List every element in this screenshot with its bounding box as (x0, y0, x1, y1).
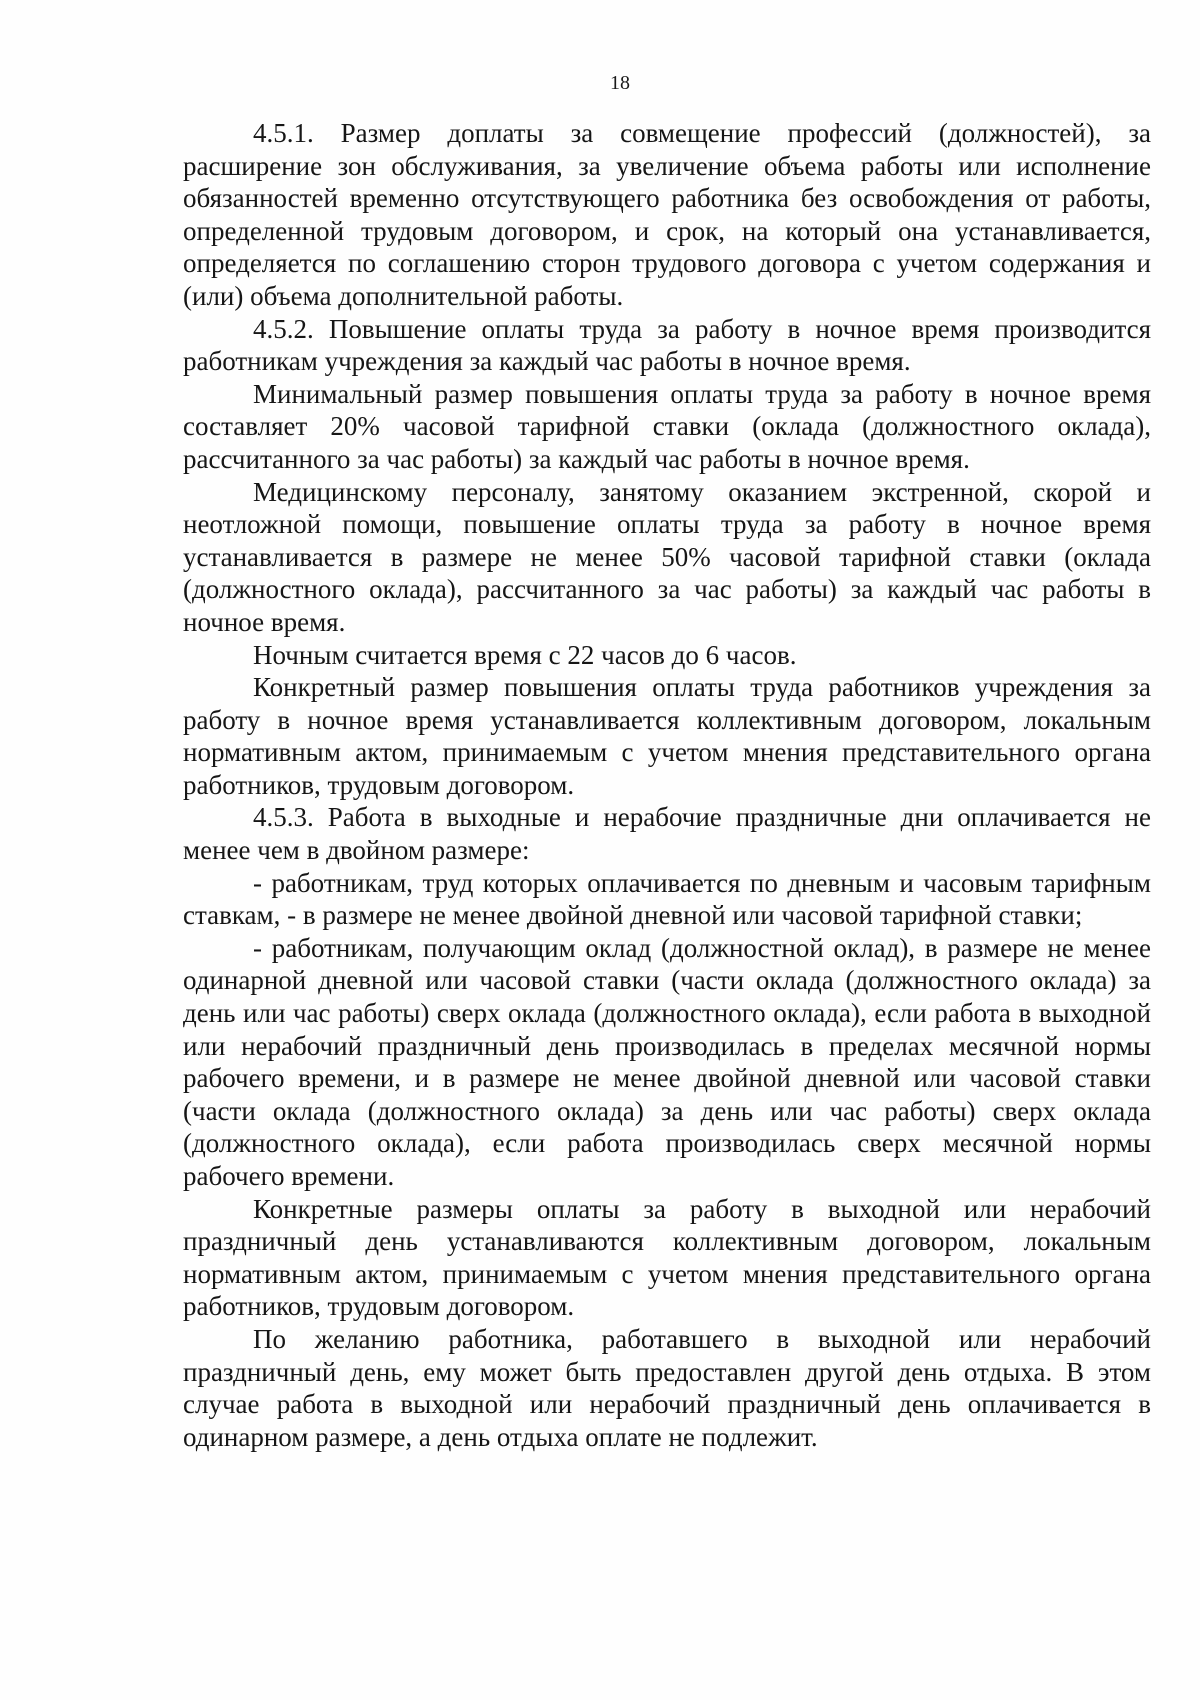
paragraph-minimum-night-pay: Минимальный размер повышения оплаты труда за работу в ночное время составляет 20% часовой тарифной ставки (оклада (должностного оклада), рассчитанного за час работы) за каждый час работы в ночное время. (183, 378, 1151, 474)
page-number: 18 (610, 72, 630, 94)
paragraph-salaried-workers: - работникам, получающим оклад (должностной оклад), в размере не менее одинарной дневной или часовой ставки (части оклада (должностного оклада) за день или час работы) сверх оклада (должностного оклада), если работа в выходной или нерабочий праздничный день производилась в пределах месячной нормы рабочего времени, и в размере не менее двойной дневной или часовой ставки (части оклада (должностного оклада) за день или час работы) сверх оклада (должностного оклада), если работа производилась сверх месячной нормы рабочего времени. (183, 932, 1151, 1191)
paragraph-4-5-3: 4.5.3. Работа в выходные и нерабочие праздничные дни оплачивается не менее чем в двойном размере: (183, 802, 1151, 866)
paragraph-4-5-2: 4.5.2. Повышение оплаты труда за работу в ночное время производится работникам учреждения за каждый час работы в ночное время. (183, 313, 1151, 377)
paragraph-specific-holiday-pay: Конкретные размеры оплаты за работу в выходной или нерабочий праздничный день устанавливаются коллективным договором, локальным нормативным актом, принимаемым с учетом мнения представительного органа работников, трудовым договором. (183, 1193, 1151, 1322)
paragraph-day-off-option: По желанию работника, работавшего в выходной или нерабочий праздничный день, ему может быть предоставлен другой день отдыха. В этом случае работа в выходной или нерабочий праздничный день оплачивается в одинарном размере, а день отдыха оплате не подлежит. (183, 1323, 1151, 1452)
document-body (183, 117, 1151, 1453)
paragraph-4-5-1: 4.5.1. Размер доплаты за совмещение профессий (должностей), за расширение зон обслуживания, за увеличение объема работы или исполнение обязанностей временно отсутствующего работника без освобождения от работы, определенной трудовым договором, и срок, на который она устанавливается, определяется по соглашению сторон трудового договора с учетом содержания и (или) объема дополнительной работы. (183, 118, 1151, 311)
paragraph-medical-staff-night-pay: Медицинскому персоналу, занятому оказанием экстренной, скорой и неотложной помощи, повышение оплаты труда за работу в ночное время устанавливается в размере не менее 50% часовой тарифной ставки (оклада (должностного оклада), рассчитанного за час работы) за каждый час работы в ночное время. (183, 476, 1151, 637)
paragraph-night-time-definition: Ночным считается время с 22 часов до 6 часов. (253, 639, 797, 670)
paragraph-specific-night-pay: Конкретный размер повышения оплаты труда работников учреждения за работу в ночное время устанавливается коллективным договором, локальным нормативным актом, принимаемым с учетом мнения представительного органа работников, трудовым договором. (183, 672, 1151, 800)
paragraph-hourly-workers: - работникам, труд которых оплачивается по дневным и часовым тарифным ставкам, - в размере не менее двойной дневной или часовой тарифной ставки; (183, 867, 1151, 931)
